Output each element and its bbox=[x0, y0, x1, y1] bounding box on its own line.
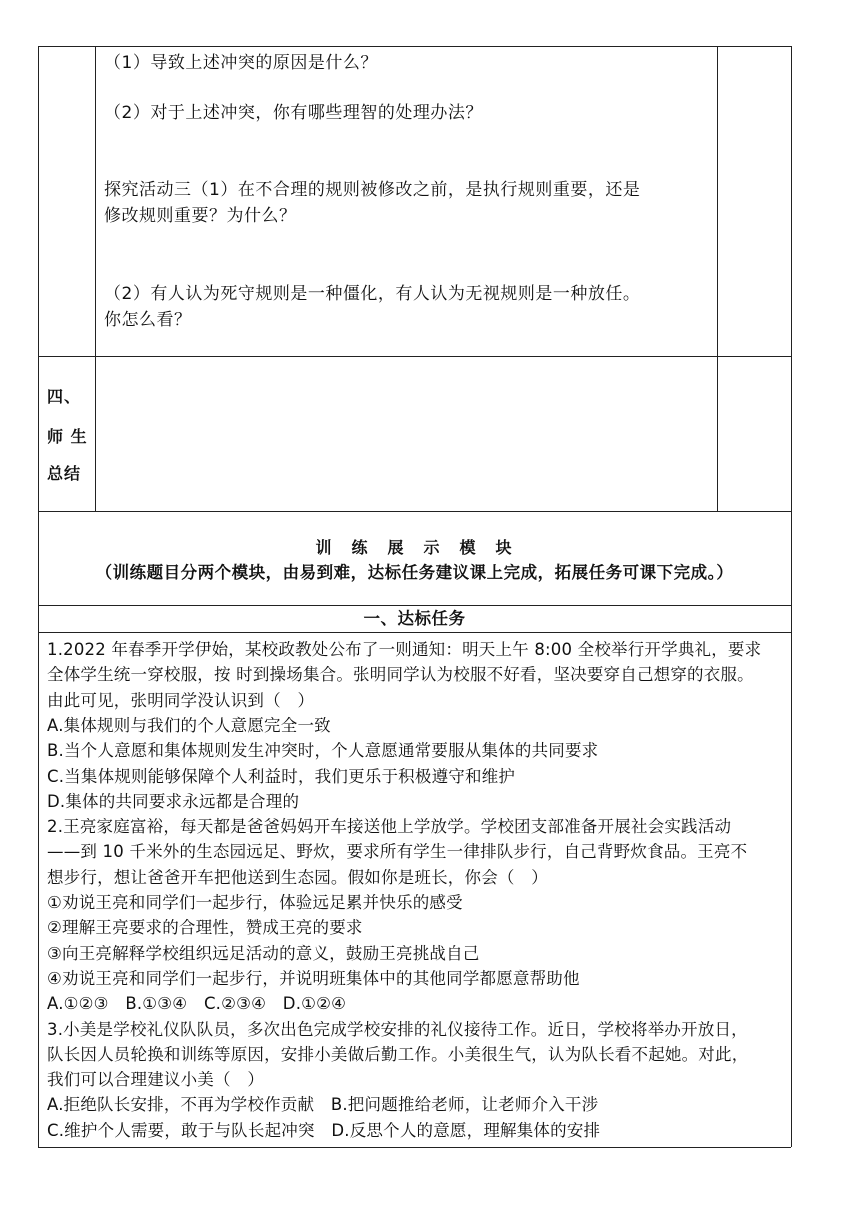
task-line: 队长因人员轮换和训练等原因，安排小美做后勤工作。小美很生气，认为队长看不起她。对此， bbox=[47, 1044, 749, 1064]
standard-tasks-heading: 一、达标任务 bbox=[363, 609, 466, 628]
task-line: ①劝说王亮和同学们一起步行，体验远足累并快乐的感受 bbox=[47, 893, 463, 912]
task-line: 我们可以合理建议小美（ ） bbox=[47, 1070, 265, 1090]
table-col-divider-1 bbox=[95, 46, 96, 511]
task-line: 由此可见，张明同学没认识到（ ） bbox=[47, 690, 315, 710]
task-line: 全体学生统一穿校服，按 时到操场集合。张明同学认为校服不好看，坚决要穿自己想穿的衣服。 bbox=[47, 665, 754, 685]
table-right-border bbox=[791, 46, 792, 511]
table-left-border bbox=[38, 46, 39, 511]
explore-activity-3-line-2: 修改规则重要？为什么？ bbox=[104, 206, 297, 226]
summary-label-1: 四、 bbox=[47, 387, 82, 406]
lower-table-divider-2 bbox=[38, 632, 791, 633]
training-module-header bbox=[38, 511, 791, 605]
task-line: ②理解王亮要求的合理性，赞成王亮的要求 bbox=[47, 918, 363, 938]
lower-table-right-border bbox=[791, 511, 792, 1147]
explore-activity-3-q2-line-1: （2）有人认为死守规则是一种僵化，有人认为无视规则是一种放任。 bbox=[104, 284, 641, 304]
task-line: 2.王亮家庭富裕，每天都是爸爸妈妈开车接送他上学放学。学校团支部准备开展社会实践活动 bbox=[47, 817, 732, 837]
training-module-title: 训 练 展 示 模 块 bbox=[315, 538, 514, 557]
summary-label-3: 总结 bbox=[47, 464, 82, 483]
task-line: B.当个人意愿和集体规则发生冲突时，个人意愿通常要服从集体的共同要求 bbox=[47, 741, 599, 761]
standard-tasks-header bbox=[38, 605, 791, 632]
explore-question-1: （1）导致上述冲突的原因是什么？ bbox=[104, 53, 378, 73]
table-col-divider-2 bbox=[717, 46, 718, 511]
lower-table-bottom-border bbox=[38, 1147, 791, 1148]
task-line: ③向王亮解释学校组织远足活动的意义，鼓励王亮挑战自己 bbox=[47, 943, 480, 963]
task-line: A.①②③ B.①③④ C.②③④ D.①②④ bbox=[47, 994, 347, 1014]
table-row-divider bbox=[38, 356, 791, 357]
explore-question-2: （2）对于上述冲突，你有哪些理智的处理办法？ bbox=[104, 103, 483, 123]
task-line: ——到 10 千米外的生态园远足、野炊，要求所有学生一律排队步行，自己背野炊食品。王亮不 bbox=[47, 842, 748, 862]
explore-activity-3-line-1: 探究活动三（1）在不合理的规则被修改之前，是执行规则重要，还是 bbox=[104, 180, 641, 200]
task-line: 3.小美是学校礼仪队队员，多次出色完成学校安排的礼仪接待工作。近日，学校将举办开放日， bbox=[47, 1019, 748, 1039]
task-line: ④劝说王亮和同学们一起步行，并说明班集体中的其他同学都愿意帮助他 bbox=[47, 968, 580, 988]
explore-activity-3-q2-line-2: 你怎么看？ bbox=[104, 310, 192, 330]
training-module-subtitle: （训练题目分两个模块，由易到难，达标任务建议课上完成，拓展任务可课下完成。） bbox=[95, 563, 734, 582]
task-line: 1.2022 年春季开学伊始，某校政教处公布了一则通知：明天上午 8:00 全校举行开学典礼，要求 bbox=[47, 640, 762, 659]
task-line: C.当集体规则能够保障个人利益时，我们更乐于积极遵守和维护 bbox=[47, 766, 516, 786]
summary-label-2: 师 生 bbox=[47, 427, 88, 446]
table-top-border bbox=[38, 46, 791, 47]
task-line: A.拒绝队长安排，不再为学校作贡献 B.把问题推给老师，让老师介入干涉 bbox=[47, 1095, 599, 1115]
task-line: C.维护个人需要，敢于与队长起冲突 D.反思个人的意愿，理解集体的安排 bbox=[47, 1120, 601, 1140]
task-line: 想步行，想让爸爸开车把他送到生态园。假如你是班长，你会（ ） bbox=[47, 867, 548, 887]
task-line: D.集体的共同要求永远都是合理的 bbox=[47, 791, 300, 811]
task-line: A.集体规则与我们的个人意愿完全一致 bbox=[47, 715, 331, 735]
